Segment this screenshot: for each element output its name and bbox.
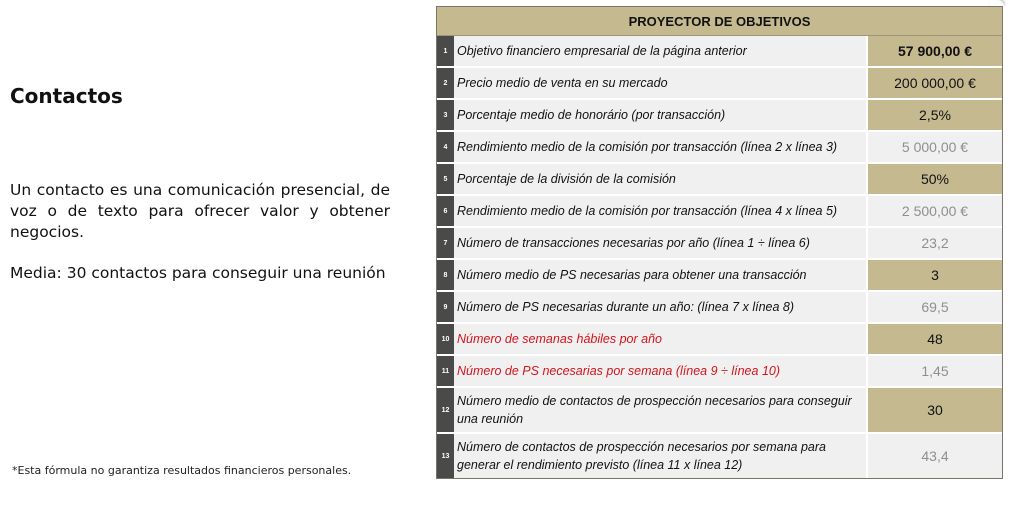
table-row <box>437 434 1002 478</box>
row-number: 11 <box>437 356 454 386</box>
row-number: 12 <box>437 388 454 432</box>
table-row <box>437 68 1002 100</box>
table-row <box>437 164 1002 196</box>
row-value: 2 500,00 € <box>866 196 1002 226</box>
row-number: 2 <box>437 68 454 98</box>
row-label: Rendimiento medio de la comisión por transacción (línea 4 x línea 5) <box>454 196 866 226</box>
row-label: Precio medio de venta en su mercado <box>454 68 866 98</box>
table-row <box>437 132 1002 164</box>
row-number: 10 <box>437 324 454 354</box>
row-number: 1 <box>437 36 454 66</box>
row-number: 4 <box>437 132 454 162</box>
table-row <box>437 388 1002 434</box>
row-value[interactable]: 30 <box>866 388 1002 432</box>
definition-paragraph: Un contacto es una comunicación presencial, de voz o de texto para ofrecer valor y obtener negocios. <box>10 181 390 241</box>
row-label: Número medio de contactos de prospección necesarios para conseguir una reunión <box>454 388 866 432</box>
row-label: Número de transacciones necesarias por año (línea 1 ÷ línea 6) <box>454 228 866 258</box>
row-number: 6 <box>437 196 454 226</box>
row-value: 43,4 <box>866 434 1002 478</box>
table-row <box>437 36 1002 68</box>
section-heading: Contactos <box>10 84 123 108</box>
row-number: 3 <box>437 100 454 130</box>
row-value[interactable]: 57 900,00 € <box>866 36 1002 66</box>
goal-projector-table <box>436 6 1003 479</box>
table-row <box>437 356 1002 388</box>
row-label: Número de semanas hábiles por año <box>454 324 866 354</box>
row-value[interactable]: 48 <box>866 324 1002 354</box>
row-value: 23,2 <box>866 228 1002 258</box>
row-value: 69,5 <box>866 292 1002 322</box>
row-label: Número de contactos de prospección necesarios por semana para generar el rendimiento previsto (línea 11 x línea 12) <box>454 434 866 478</box>
table-row <box>437 228 1002 260</box>
row-number: 9 <box>437 292 454 322</box>
row-label: Número medio de PS necesarias para obtener una transacción <box>454 260 866 290</box>
row-label: Porcentaje de la división de la comisión <box>454 164 866 194</box>
table-title: PROYECTOR DE OBJETIVOS <box>437 7 1002 36</box>
table-row <box>437 100 1002 132</box>
average-note: Media: 30 contactos para conseguir una reunión <box>10 264 386 282</box>
table-row <box>437 324 1002 356</box>
row-number: 8 <box>437 260 454 290</box>
row-value[interactable]: 50% <box>866 164 1002 194</box>
row-value[interactable]: 200 000,00 € <box>866 68 1002 98</box>
row-value[interactable]: 3 <box>866 260 1002 290</box>
table-row <box>437 196 1002 228</box>
disclaimer-footnote: *Esta fórmula no garantiza resultados financieros personales. <box>12 464 352 477</box>
row-label: Número de PS necesarias durante un año: (línea 7 x línea 8) <box>454 292 866 322</box>
row-number: 5 <box>437 164 454 194</box>
row-value: 5 000,00 € <box>866 132 1002 162</box>
row-number: 13 <box>437 434 454 478</box>
row-number: 7 <box>437 228 454 258</box>
table-row <box>437 292 1002 324</box>
row-label: Porcentaje medio de honorário (por transacción) <box>454 100 866 130</box>
row-label: Rendimiento medio de la comisión por transacción (línea 2 x línea 3) <box>454 132 866 162</box>
row-value[interactable]: 2,5% <box>866 100 1002 130</box>
row-label: Objetivo financiero empresarial de la página anterior <box>454 36 866 66</box>
table-row <box>437 260 1002 292</box>
row-label: Número de PS necesarias por semana (línea 9 ÷ línea 10) <box>454 356 866 386</box>
row-value: 1,45 <box>866 356 1002 386</box>
